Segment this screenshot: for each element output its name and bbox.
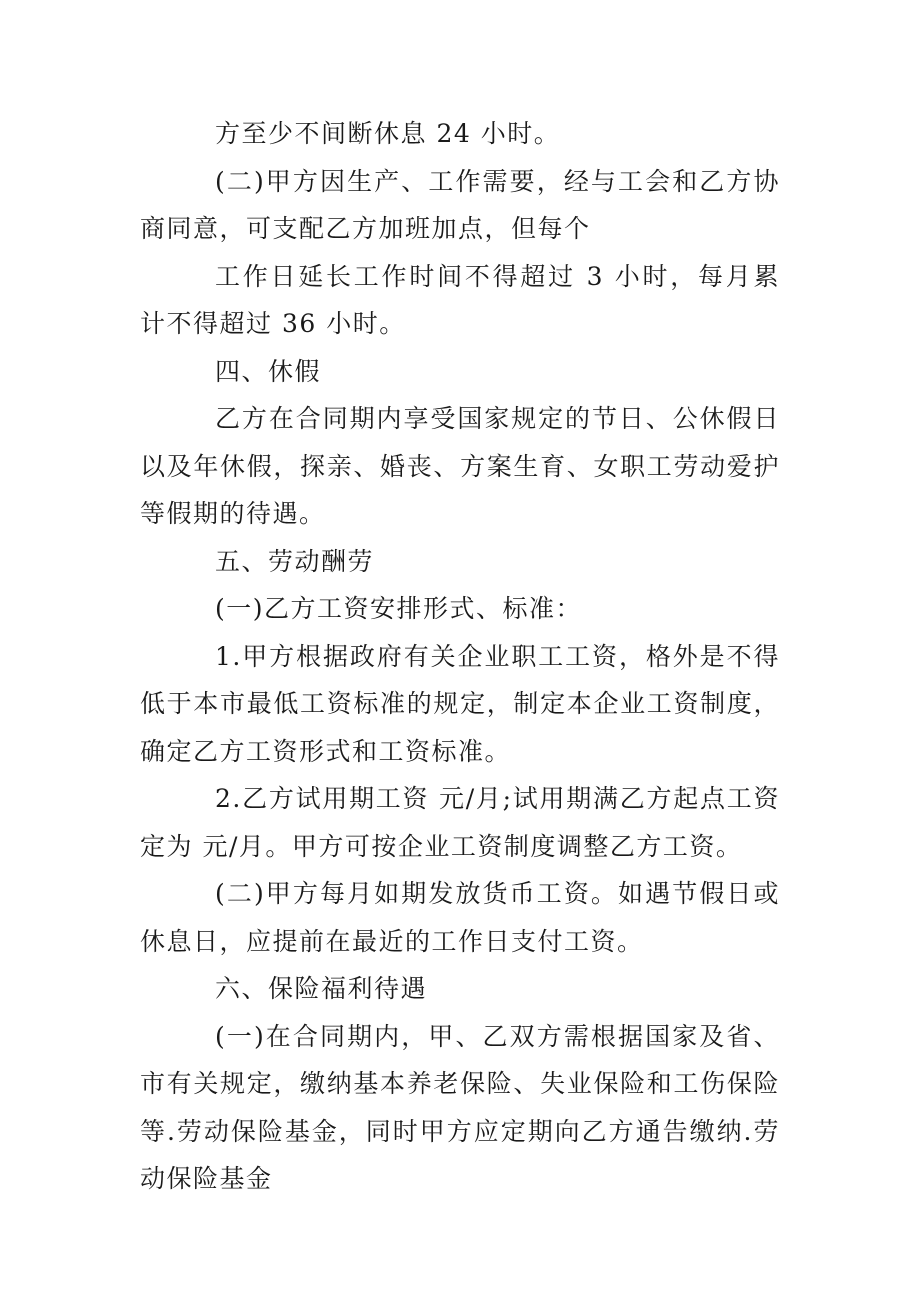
paragraph-insurance-contribution: (一)在合同期内，甲、乙双方需根据国家及省、市有关规定，缴纳基本养老保险、失业保险和工伤保险等.劳动保险基金，同时甲方应定期向乙方通告缴纳.劳动保险基金 bbox=[140, 1021, 780, 1193]
paragraph-wage-system: 1.甲方根据政府有关企业职工工资，格外是不得低于本市最低工资标准的规定，制定本企业工资制度，确定乙方工资形式和工资标准。 bbox=[140, 641, 780, 766]
section-heading-leave: 四、休假 bbox=[215, 356, 322, 386]
section-heading-remuneration: 五、劳动酬劳 bbox=[215, 546, 375, 576]
paragraph-overtime-consent: (二)甲方因生产、工作需要，经与工会和乙方协商同意，可支配乙方加班加点，但每个 bbox=[140, 166, 780, 243]
paragraph-probation-wage: 2.乙方试用期工资 元/月;试用期满乙方起点工资定为 元/月。甲方可按企业工资制度调整乙方工资。 bbox=[140, 784, 780, 861]
paragraph-rest-period: 方至少不间断休息 24 小时。 bbox=[215, 119, 561, 148]
paragraph-overtime-limit: 工作日延长工作时间不得超过 3 小时，每月累计不得超过 36 小时。 bbox=[140, 261, 780, 338]
paragraph-wage-payment: (二)甲方每月如期发放货币工资。如遇节假日或休息日，应提前在最近的工作日支付工资。 bbox=[140, 879, 780, 956]
document-body bbox=[140, 110, 780, 1203]
section-heading-insurance: 六、保险福利待遇 bbox=[215, 974, 428, 1003]
paragraph-leave-benefits: 乙方在合同期内享受国家规定的节日、公休假日以及年休假，探亲、婚丧、方案生育、女职工劳动爱护等假期的待遇。 bbox=[140, 404, 780, 528]
paragraph-wage-form: (一)乙方工资安排形式、标准： bbox=[215, 594, 583, 623]
